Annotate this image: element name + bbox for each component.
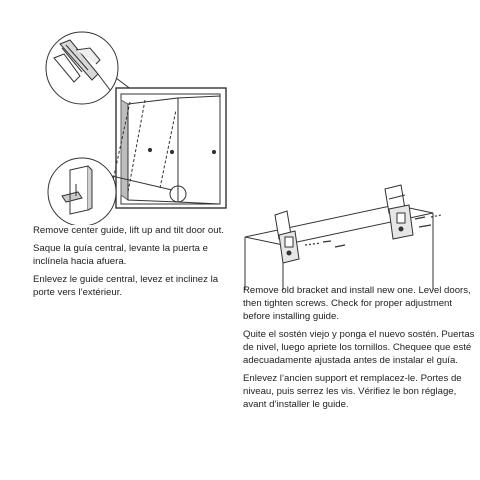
left-bracket: [275, 211, 299, 263]
step1-french: Enlevez le guide central, levez et inclinez la porte vers l’extérieur.: [33, 274, 219, 298]
door-removal-illustration: [0, 0, 240, 225]
step2-spanish: Quite el sostén viejo y ponga el nuevo sostén. Puertas de nivel, luego apriete los tornillos. Chequee que esté adecuadamente ajustada antes de instalar el guía.: [243, 329, 475, 366]
door-frame: [112, 88, 226, 208]
step2-english: Remove old bracket and install new one. Level doors, then tighten screws. Check for proper adjustment before installing guide.: [243, 285, 471, 322]
step2-french: Enlevez l’ancien support et remplacez-le. Portes de niveau, puis serrez les vis. Vérifiez le bon réglage, avant d’installer le guide.: [243, 373, 462, 410]
step2-instructions: [243, 284, 475, 416]
bracket-install-illustration: [235, 175, 480, 290]
bottom-detail-magnifier: [48, 158, 116, 225]
step1-english: Remove center guide, lift up and tilt door out.: [33, 225, 224, 236]
top-detail-magnifier: [46, 32, 118, 104]
right-bracket: [385, 185, 413, 239]
step1-instructions: [33, 224, 238, 304]
step1-spanish: Saque la guía central, levante la puerta e inclínela hacia afuera.: [33, 243, 208, 267]
